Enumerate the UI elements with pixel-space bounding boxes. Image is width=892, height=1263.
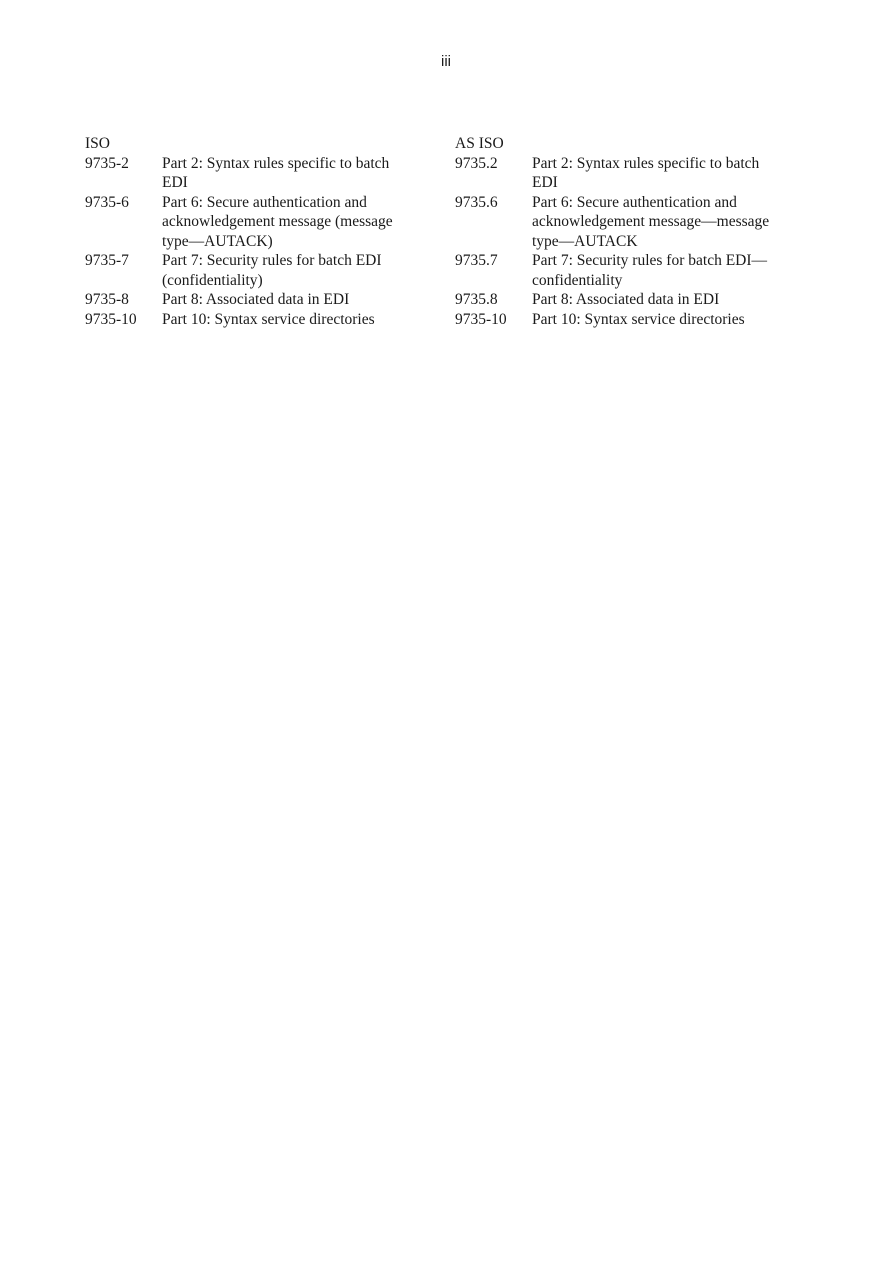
standard-code: 9735-10 [85, 310, 137, 328]
standard-row [85, 193, 445, 252]
column-heading-as-iso: AS ISO [455, 135, 504, 152]
standard-title: Part 2: Syntax rules specific to batch EDI [532, 154, 760, 191]
standard-code: 9735.7 [455, 252, 498, 269]
standard-code: 9735-8 [85, 291, 129, 308]
standard-row [85, 251, 445, 290]
standard-row [85, 310, 445, 330]
standard-code: 9735-2 [85, 154, 129, 172]
standard-code: 9735-10 [455, 310, 507, 328]
standard-row [85, 290, 445, 310]
standard-title: Part 2: Syntax rules specific to batch EDI [162, 154, 390, 191]
standard-title: Part 7: Security rules for batch EDI (confidentiality) [162, 252, 382, 289]
standard-title: Part 7: Security rules for batch EDI— confidentiality [532, 252, 768, 289]
standard-row [455, 251, 815, 290]
standard-row [455, 154, 815, 193]
standard-title: Part 6: Secure authentication and acknowledgement message—message type—AUTACK [532, 193, 770, 250]
standard-title: Part 6: Secure authentication and acknowledgement message (message type—AUTACK) [162, 193, 393, 250]
column-heading-iso: ISO [85, 135, 110, 152]
standard-code: 9735.6 [455, 193, 498, 211]
iso-standards-column [85, 134, 445, 329]
standard-title: Part 10: Syntax service directories [162, 310, 375, 328]
standard-title: Part 8: Associated data in EDI [162, 291, 350, 308]
standard-title: Part 8: Associated data in EDI [532, 291, 720, 308]
as-iso-standards-column [455, 134, 815, 329]
standard-row [455, 193, 815, 252]
standard-row [85, 154, 445, 193]
page-number: iii [441, 53, 451, 70]
standard-code: 9735.2 [455, 154, 498, 172]
standard-row [455, 290, 815, 310]
standard-code: 9735-6 [85, 193, 129, 211]
standard-title: Part 10: Syntax service directories [532, 310, 745, 328]
standard-code: 9735-7 [85, 252, 129, 269]
standard-row [455, 310, 815, 330]
standard-code: 9735.8 [455, 291, 498, 308]
